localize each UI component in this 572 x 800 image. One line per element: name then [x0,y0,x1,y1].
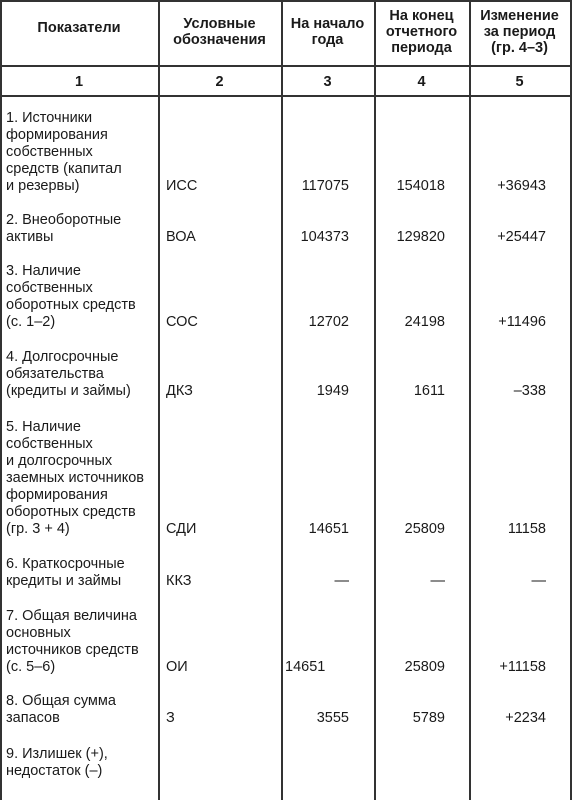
indicator-name: 4. Долгосрочные обязательства (кредиты и займы) [6,349,131,399]
indicator-name: 2. Внеоборотные активы [6,212,122,245]
column-number: 1 [74,74,84,90]
change-value-cell: +11158 [499,659,546,675]
column-number: 5 [515,74,524,90]
start-value-cell: — [334,573,349,589]
change-value-cell: –338 [513,383,546,399]
end-value-cell: — [430,573,445,589]
header-start-of-year: На начало года [290,16,365,48]
table-row [0,556,572,590]
table-row [0,608,572,676]
header-symbols: Условные обозначения [173,16,266,48]
change-value-cell: — [531,573,546,589]
end-value-cell: 25809 [404,659,445,675]
start-value-cell: 14651 [308,521,349,537]
symbol-cell: ККЗ [166,573,192,589]
symbol-cell: ОИ [166,659,188,675]
start-value-cell: 1949 [316,383,349,399]
end-value-cell: 5789 [412,710,445,726]
indicator-name: 3. Наличие собственных оборотных средств (с. 1–2) [6,263,136,330]
end-value-cell: 129820 [396,229,445,245]
table-row [0,693,572,727]
change-value-cell: +25447 [497,229,546,245]
change-value-cell: +36943 [497,178,546,194]
start-value-cell: 3555 [316,710,349,726]
start-value-cell: 12702 [308,314,349,330]
change-value-cell: +11496 [498,314,546,330]
header-divider [0,65,572,67]
table-row [0,349,572,400]
symbol-cell: З [166,710,175,726]
header-change: Изменение за период (гр. 4–3) [480,8,559,56]
header-indicators: Показатели [37,20,121,36]
table-row [0,263,572,331]
end-value-cell: 1611 [413,383,445,399]
indicator-name: 8. Общая сумма запасов [6,693,116,726]
table-row [0,746,572,780]
table-row [0,110,572,195]
header-end-of-period: На конец отчетного периода [385,8,458,56]
column-number: 2 [215,74,224,90]
column-number: 3 [323,74,332,90]
start-value-cell: 14651 [285,659,326,675]
end-value-cell: 154018 [396,178,445,194]
indicator-name: 1. Источники формирования собственных средств (капитал и резервы) [6,110,122,194]
indicator-name: 9. Излишек (+), недостаток (–) [6,746,108,779]
table-row [0,212,572,246]
start-value-cell: 104373 [300,229,349,245]
end-value-cell: 25809 [404,521,445,537]
change-value-cell: 11158 [507,521,546,537]
indicator-name: 6. Краткосрочные кредиты и займы [6,556,125,589]
start-value-cell: 117075 [301,178,349,194]
symbol-cell: СОС [166,314,198,330]
symbol-cell: ДКЗ [166,383,193,399]
symbol-cell: ВОА [166,229,196,245]
symbol-cell: СДИ [166,521,197,537]
column-numbers-divider [0,95,572,97]
table-top-border [0,0,572,2]
table-row [0,419,572,538]
change-value-cell: +2234 [505,710,546,726]
column-number: 4 [417,74,426,90]
end-value-cell: 24198 [404,314,445,330]
indicator-name: 7. Общая величина основных источников средств (с. 5–6) [6,608,139,675]
symbol-cell: ИСС [166,178,198,194]
indicator-name: 5. Наличие собственных и долгосрочных заемных источников формирования оборотных средств (гр. 3 + 4) [6,419,144,537]
